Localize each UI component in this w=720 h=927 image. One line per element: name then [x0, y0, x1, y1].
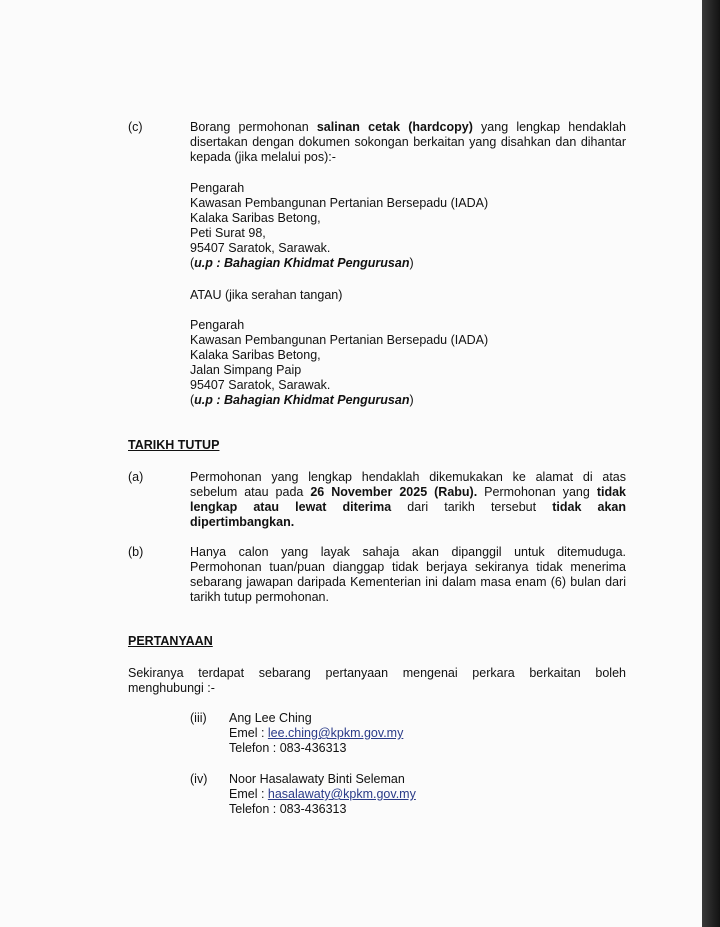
attn-open: ( [190, 256, 195, 270]
closing-a-text-3: dari tarikh tersebut [391, 500, 553, 514]
closing-a-text-2: Permohonan yang [477, 485, 597, 499]
closing-b-text: Hanya calon yang layak sahaja akan dipanggil untuk ditemuduga. Permohonan tuan/puan dianggap tidak berjaya sekiranya tidak menerima sebarang jawapan daripada Kementerian ini dalam masa enam (6) bulan dari tarikh tutup permohonan. [190, 545, 626, 604]
attn-open: ( [190, 393, 195, 407]
attn-text: u.p : Bahagian Khidmat Pengurusan [194, 256, 410, 270]
contact-marker: (iv) [190, 772, 208, 786]
contact-card [229, 711, 609, 756]
closing-a-marker: (a) [128, 470, 144, 484]
closing-date: 26 November 2025 (Rabu). [310, 485, 478, 499]
attn-close: ) [409, 393, 414, 407]
page-edge-shadow [702, 0, 720, 927]
section-c-text-2: yang lengkap hendaklah disertakan dengan dokumen sokongan berkaitan yang disahkan dan dihantar kepada (jika melalui pos):- [190, 120, 626, 164]
postal-address-line: Peti Surat 98, [190, 226, 266, 240]
email-label: Emel : [229, 726, 268, 740]
closing-b-marker: (b) [128, 545, 144, 559]
hand-address-line: Kawasan Pembangunan Pertanian Bersepadu (IADA) [190, 333, 489, 347]
closing-a-bold-1: tidak lengkap atau lewat diterima [190, 485, 627, 514]
hand-address-attn [190, 393, 630, 408]
closing-date-heading: TARIKH TUTUP [128, 438, 220, 452]
contact-name: Ang Lee Ching [229, 711, 312, 725]
contact-phone: Telefon : 083-436313 [229, 741, 347, 755]
contact-phone: Telefon : 083-436313 [229, 802, 347, 816]
postal-address-line: Kawasan Pembangunan Pertanian Bersepadu (IADA) [190, 196, 489, 210]
postal-address-line: Kalaka Saribas Betong, [190, 211, 321, 225]
section-c-marker: (c) [128, 120, 143, 134]
inquiries-heading: PERTANYAAN [128, 634, 213, 648]
email-link[interactable]: lee.ching@kpkm.gov.my [267, 726, 404, 740]
contact-card [229, 772, 609, 817]
attn-text: u.p : Bahagian Khidmat Pengurusan [194, 393, 410, 407]
contact-email-row [229, 787, 609, 802]
closing-a-bold-2: tidak akan dipertimbangkan. [190, 500, 627, 529]
or-hand-delivery: ATAU (jika serahan tangan) [190, 288, 343, 302]
hand-address-line: Jalan Simpang Paip [190, 363, 302, 377]
hand-address-line: Pengarah [190, 318, 245, 332]
hand-address [190, 318, 630, 408]
email-link[interactable]: hasalawaty@kpkm.gov.my [267, 787, 416, 801]
postal-address-line: Pengarah [190, 181, 245, 195]
section-c-text-1: Borang permohonan [190, 120, 317, 134]
hand-address-line: 95407 Saratok, Sarawak. [190, 378, 331, 392]
inquiries-intro: Sekiranya terdapat sebarang pertanyaan mengenai perkara berkaitan boleh menghubungi :- [128, 666, 626, 695]
postal-address-attn [190, 256, 630, 271]
contact-marker: (iii) [190, 711, 207, 725]
attn-close: ) [409, 256, 414, 270]
postal-address-line: 95407 Saratok, Sarawak. [190, 241, 331, 255]
closing-a-text [190, 470, 626, 530]
section-c-text-bold: salinan cetak (hardcopy) [316, 120, 473, 134]
section-c-text [190, 120, 626, 165]
email-label: Emel : [229, 787, 268, 801]
postal-address [190, 181, 630, 271]
contact-email-row [229, 726, 609, 741]
contact-name: Noor Hasalawaty Binti Seleman [229, 772, 405, 786]
hand-address-line: Kalaka Saribas Betong, [190, 348, 321, 362]
closing-a-text-1: Permohonan yang lengkap hendaklah dikemukakan ke alamat di atas sebelum atau pada [190, 470, 626, 499]
